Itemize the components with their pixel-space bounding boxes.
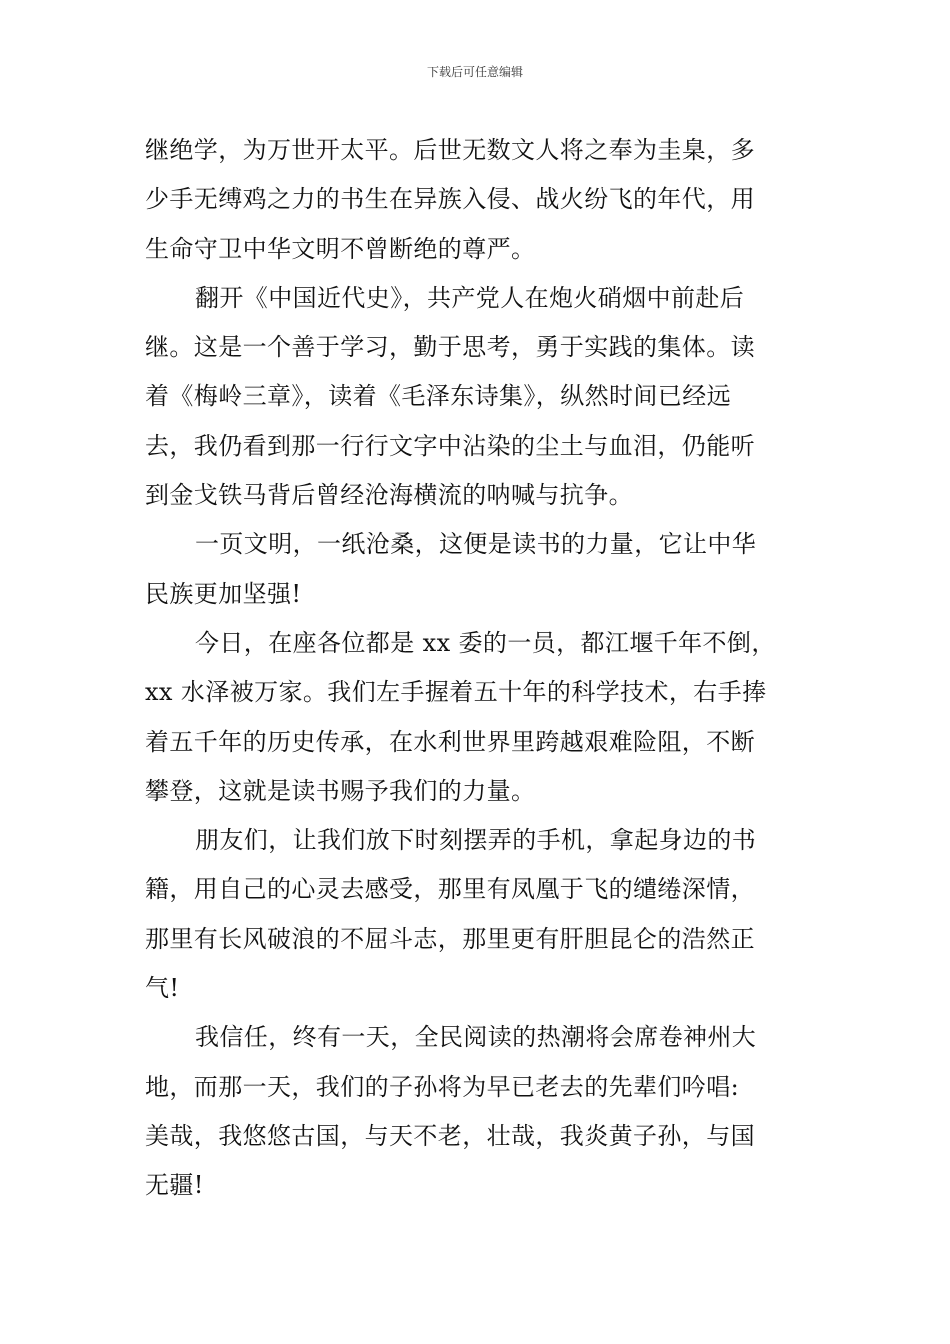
text-line: 我信任，终有一天，全民阅读的热潮将会席卷神州大 — [195, 1023, 757, 1052]
text-line: 去，我仍看到那一行行文字中沾染的尘土与血泪，仍能听 — [145, 431, 755, 460]
paragraph-6 — [145, 1013, 810, 1210]
text-line: 到金戈铁马背后曾经沧海横流的呐喊与抗争。 — [145, 481, 633, 510]
paragraph-2 — [145, 274, 810, 520]
text-line: 一页文明，一纸沧桑，这便是读书的力量，它让中华 — [195, 530, 757, 559]
text-line: 着五千年的历史传承，在水利世界里跨越艰难险阻，不断 — [145, 727, 755, 756]
paragraph-1 — [145, 126, 810, 274]
text-line: 攀登，这就是读书赐予我们的力量。 — [145, 776, 536, 805]
text-line: 美哉，我悠悠古国，与天不老，壮哉，我炎黄子孙，与国 — [145, 1121, 755, 1150]
text-line: 继绝学，为万世开太平。后世无数文人将之奉为圭臬，多 — [145, 136, 755, 164]
text-line: xx 水泽被万家。我们左手握着五十年的科学技术，右手捧 — [145, 678, 767, 707]
text-line: 地，而那一天，我们的子孙将为早已老去的先辈们吟唱: — [145, 1072, 740, 1101]
paragraph-3 — [145, 520, 810, 619]
text-line: 着《梅岭三章》，读着《毛泽东诗集》，纵然时间已经远 — [145, 382, 731, 411]
text-line: 民族更加坚强! — [145, 579, 302, 608]
text-line: 籍，用自己的心灵去感受，那里有凤凰于飞的缱绻深情， — [145, 875, 755, 904]
text-line: 那里有长风破浪的不屈斗志，那里更有肝胆昆仑的浩然正 — [145, 924, 755, 953]
document-body — [145, 126, 810, 1211]
text-line: 气! — [145, 974, 180, 1003]
paragraph-4 — [145, 619, 810, 816]
text-line: 朋友们，让我们放下时刻摆弄的手机，拿起身边的书 — [195, 826, 757, 855]
text-line: 今日，在座各位都是 xx 委的一员，都江堰千年不倒， — [195, 628, 776, 657]
text-line: 生命守卫中华文明不曾断绝的尊严。 — [145, 234, 536, 263]
text-line: 继。这是一个善于学习，勤于思考，勇于实践的集体。读 — [145, 333, 755, 362]
page-header-note: 下载后可任意编辑 — [426, 65, 523, 79]
text-line: 无疆! — [145, 1171, 204, 1200]
text-line: 少手无缚鸡之力的书生在异族入侵、战火纷飞的年代，用 — [145, 185, 755, 214]
text-line: 翻开《中国近代史》，共产党人在炮火硝烟中前赴后 — [195, 283, 745, 312]
paragraph-5 — [145, 816, 810, 1013]
